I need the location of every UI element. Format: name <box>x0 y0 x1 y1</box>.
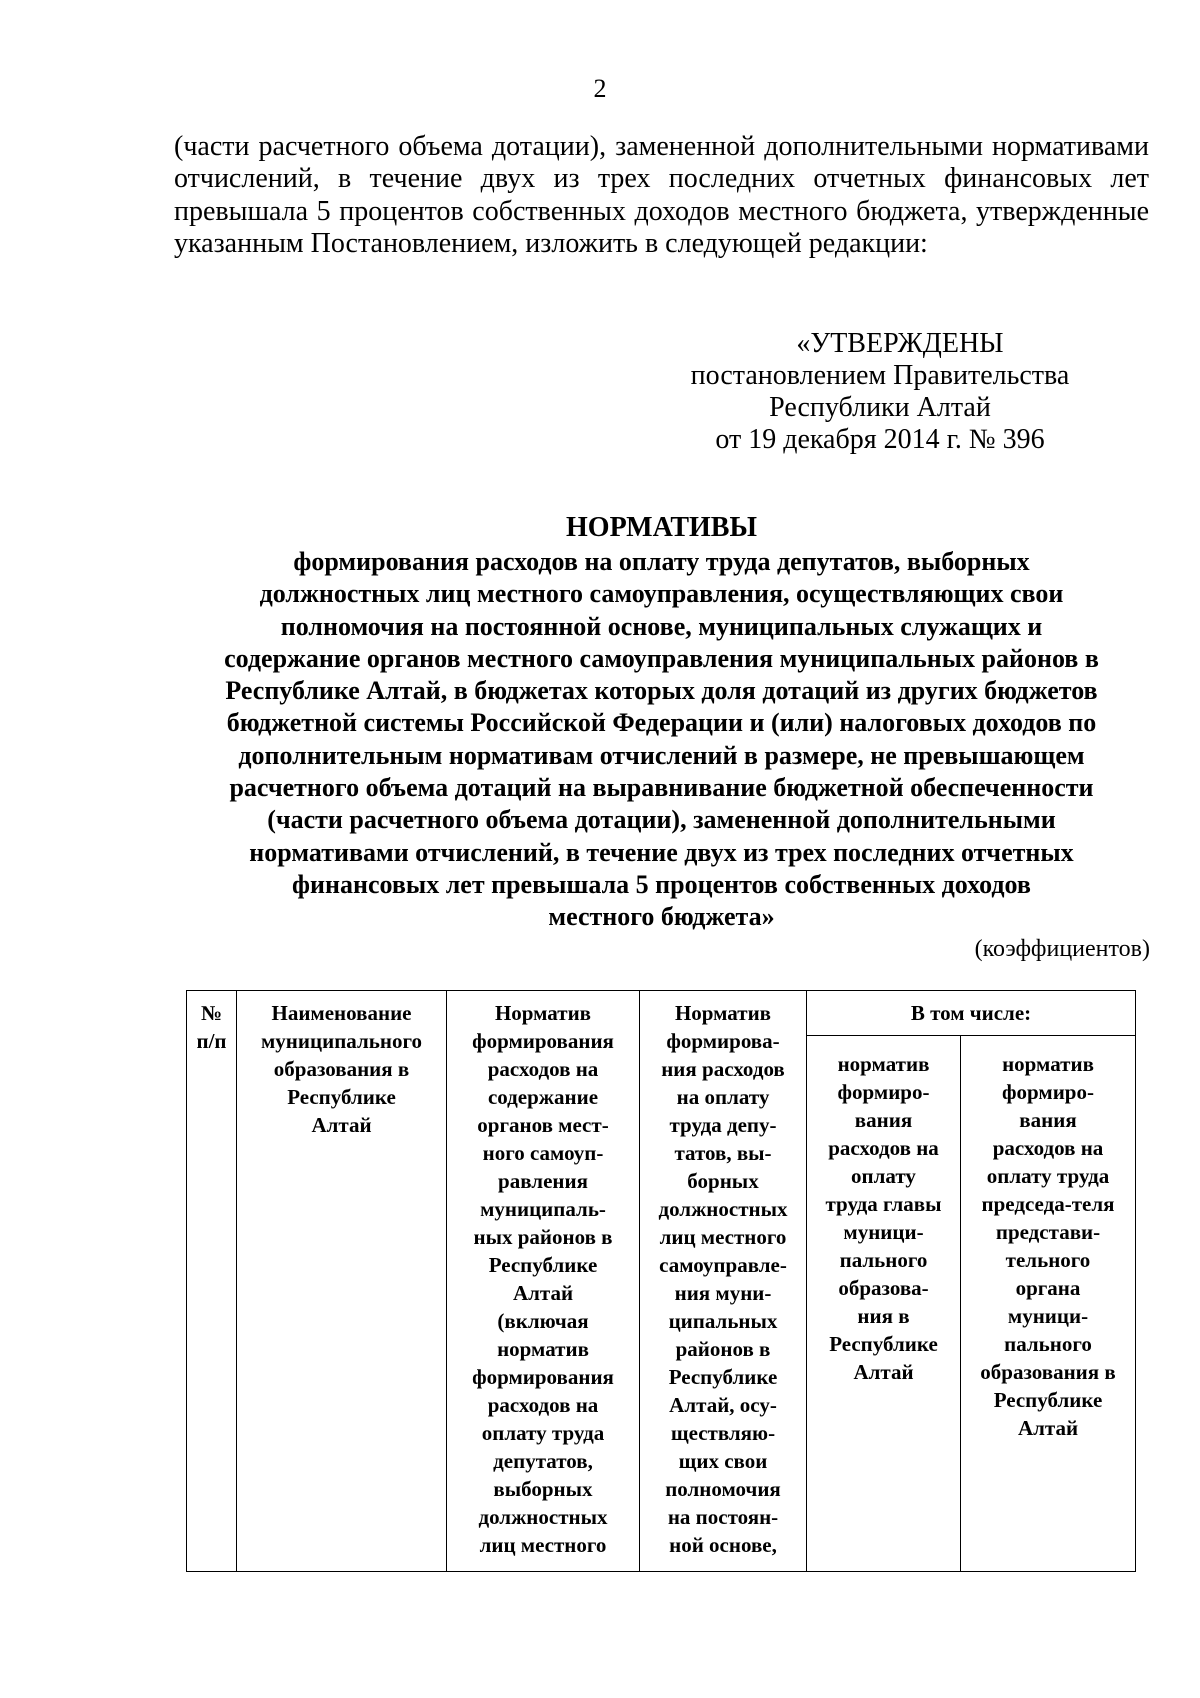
header-line: формирова- <box>666 1029 780 1053</box>
header-line: председа-теля <box>981 1192 1115 1216</box>
subtitle-line: должностных лиц местного самоуправления, осуществляющих свои <box>259 579 1064 609</box>
header-line: полномочия <box>665 1477 781 1501</box>
header-line: пального <box>839 1248 928 1272</box>
subtitle-line: формирования расходов на оплату труда депутатов, выборных <box>293 547 1030 576</box>
approval-line: постановлением Правительства <box>690 360 1070 391</box>
subtitle-line: Республике Алтай, в бюджетах которых доля дотаций из других бюджетов <box>225 676 1098 706</box>
intro-paragraph: (части расчетного объема дотации), замененной дополнительными нормативами отчислений, в течение двух из трех последних отчетных финансовых лет превышала 5 процентов собственных доходов местного бюджета, утвержденные указанным Постановлением, изложить в следующей редакции: <box>174 131 1149 260</box>
header-line: Алтай <box>512 1281 574 1305</box>
header-line: Республике <box>488 1253 598 1277</box>
header-line: расходов на <box>487 1057 599 1081</box>
header-line: равления <box>498 1169 588 1193</box>
header-line: содержание <box>487 1085 599 1109</box>
header-line: расходов на <box>828 1136 939 1160</box>
header-line: ной основе, <box>669 1533 777 1557</box>
header-cell-number <box>187 991 237 1572</box>
header-line: формирования <box>472 1029 614 1053</box>
table-header-row <box>187 991 1136 1036</box>
header-line: формиро- <box>1002 1080 1094 1104</box>
header-line: муници- <box>843 1220 924 1244</box>
header-line: представи- <box>995 1220 1101 1244</box>
header-line: Алтай, осу- <box>669 1393 777 1417</box>
header-line: депутатов, <box>493 1449 593 1473</box>
header-line: п/п <box>196 1029 227 1053</box>
header-line: на постоян- <box>667 1505 779 1529</box>
header-cell-norm-deputies <box>640 991 807 1572</box>
header-line: норматив <box>1002 1052 1094 1076</box>
header-line: лиц местного <box>659 1225 787 1249</box>
header-line: Республике <box>993 1388 1103 1412</box>
header-cell-name <box>237 991 447 1572</box>
header-cell-norm-chair <box>961 1036 1136 1572</box>
header-line: Наименование <box>271 1001 412 1025</box>
header-line: органа <box>1015 1276 1081 1300</box>
header-line: тельного <box>1005 1248 1091 1272</box>
header-line: оплату <box>851 1164 916 1188</box>
document-title: НОРМАТИВЫ <box>566 512 757 543</box>
header-line: норматив <box>497 1337 589 1361</box>
subtitle-line: дополнительным нормативам отчислений в размере, не превышающем <box>238 740 1085 770</box>
header-line: щих свои <box>678 1449 768 1473</box>
document-subtitle <box>174 546 1149 934</box>
subtitle-line: финансовых лет превышала 5 процентов собственных доходов <box>292 869 1031 899</box>
header-line: расходов на <box>487 1393 599 1417</box>
header-line: норматив <box>837 1052 930 1076</box>
header-line: ния в <box>857 1304 910 1328</box>
subtitle-line: нормативами отчислений, в течение двух из трех последних отчетных <box>249 837 1074 867</box>
header-line: № <box>200 1001 223 1025</box>
header-line: лиц местного <box>479 1533 607 1557</box>
header-line: оплату труда <box>986 1164 1110 1188</box>
header-line: формиро- <box>837 1080 930 1104</box>
approval-line: от 19 декабря 2014 г. № 396 <box>715 424 1045 455</box>
header-line: ществляю- <box>670 1421 776 1445</box>
header-line: Республике <box>668 1365 778 1389</box>
header-line: ния расходов <box>661 1057 785 1081</box>
header-line: образова- <box>838 1276 929 1300</box>
subtitle-line: содержание органов местного самоуправления муниципальных районов в <box>224 643 1099 673</box>
header-cell-including: В том числе: <box>807 991 1136 1036</box>
header-line: оплату труда <box>481 1421 605 1445</box>
header-line: должностных <box>658 1197 788 1221</box>
header-line: на оплату <box>676 1085 770 1109</box>
subtitle-line: полномочия на постоянной основе, муниципальных служащих и <box>280 611 1043 641</box>
header-line: борных <box>687 1169 759 1193</box>
header-line: татов, вы- <box>674 1141 772 1165</box>
header-line: муниципаль- <box>480 1197 606 1221</box>
header-line: ципальных <box>668 1309 778 1333</box>
header-line: Алтай <box>1017 1416 1079 1440</box>
header-line: образования в <box>273 1057 410 1081</box>
header-line: Республике <box>287 1085 396 1109</box>
header-line: муниципального <box>261 1029 422 1053</box>
header-line: Республике <box>829 1332 938 1356</box>
header-cell-norm-total <box>447 991 640 1572</box>
subtitle-line: расчетного объема дотаций на выравнивание бюджетной обеспеченности <box>229 773 1094 803</box>
header-line: должностных <box>478 1505 608 1529</box>
header-line: муници- <box>1007 1304 1089 1328</box>
approval-block <box>660 328 1100 456</box>
header-line: органов мест- <box>477 1113 609 1137</box>
units-note: (коэффициентов) <box>974 936 1150 962</box>
header-line: Алтай <box>311 1113 372 1137</box>
header-line: вания <box>1019 1108 1077 1132</box>
norms-table <box>186 990 1136 1572</box>
approval-line: Республики Алтай <box>769 392 991 423</box>
header-line: самоуправле- <box>659 1253 787 1277</box>
header-line: ных районов в <box>473 1225 613 1249</box>
header-line: Алтай <box>853 1360 914 1384</box>
header-line: Норматив <box>494 1001 592 1025</box>
header-line: труда главы <box>825 1192 942 1216</box>
header-line: (включая <box>497 1309 589 1333</box>
page-number: 2 <box>593 74 607 103</box>
header-cell-norm-head <box>807 1036 961 1572</box>
subtitle-line: местного бюджета» <box>548 902 775 932</box>
approval-title: «УТВЕРЖДЕНЫ <box>796 328 1004 359</box>
header-line: расходов на <box>992 1136 1104 1160</box>
header-line: выборных <box>493 1477 593 1501</box>
header-line: Норматив <box>674 1001 772 1025</box>
header-line: районов в <box>675 1337 771 1361</box>
header-line: вания <box>854 1108 913 1132</box>
header-line: образования в <box>980 1360 1116 1384</box>
header-line: формирования <box>472 1365 614 1389</box>
header-line: пального <box>1004 1332 1092 1356</box>
header-line: ния муни- <box>674 1281 772 1305</box>
subtitle-line: (части расчетного объема дотации), замененной дополнительными <box>267 805 1056 835</box>
header-line: труда депу- <box>669 1113 777 1137</box>
subtitle-line: бюджетной системы Российской Федерации и (или) налоговых доходов по <box>226 708 1097 738</box>
header-line: ного самоуп- <box>482 1141 604 1165</box>
